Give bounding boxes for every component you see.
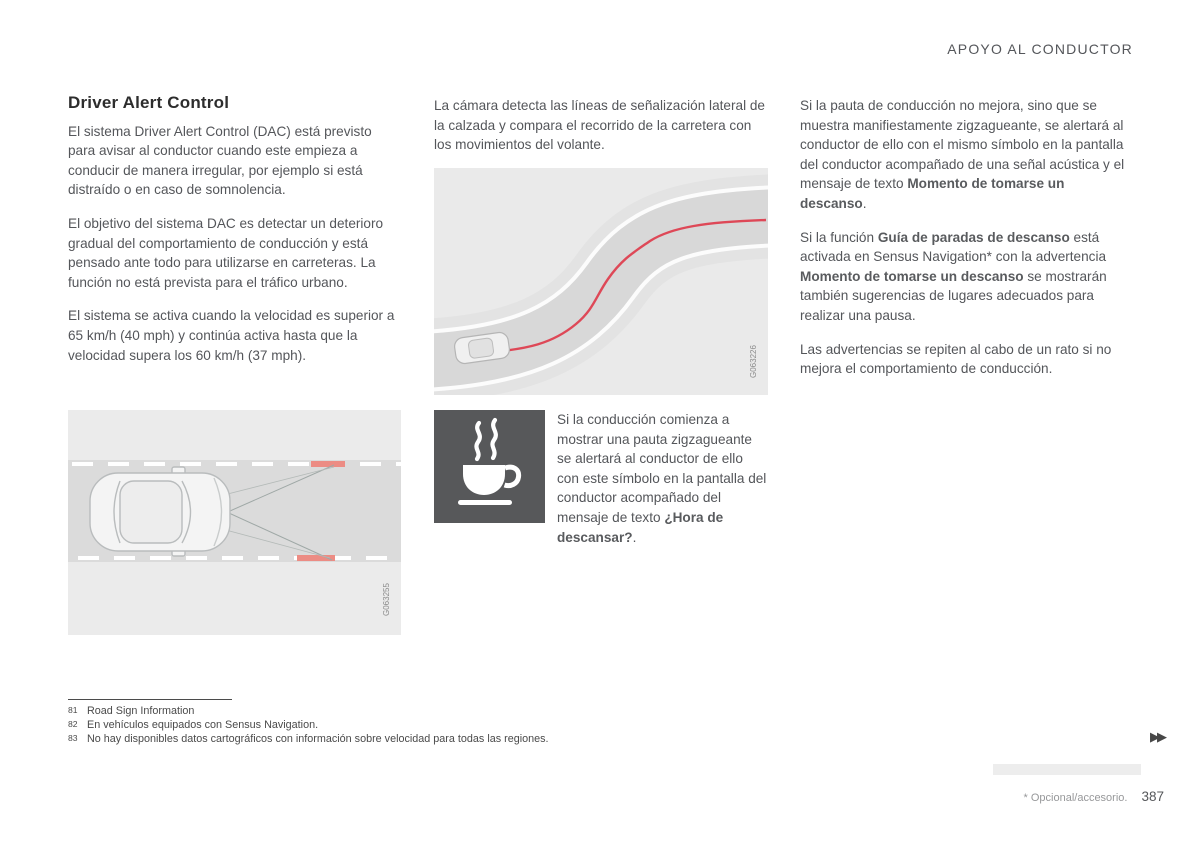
- text-segment: se mostrarán también sugerencias de lugares adecuados para realizar una pausa.: [800, 268, 1107, 323]
- paragraph: El sistema Driver Alert Control (DAC) está previsto para avisar al conductor cuando este empieza a conducir de manera irregular, por ejemplo si está distraído o en caso de somnolencia.: [68, 123, 372, 198]
- paragraph: La cámara detecta las líneas de señalización lateral de la calzada y compara el recorrido de la carretera con los movimientos del volante.: [434, 98, 765, 153]
- text-segment: .: [862, 195, 867, 211]
- message-name: Momento de tomarse un descanso: [800, 176, 1065, 211]
- paragraph: Las advertencias se repiten al cabo de un rato si no mejora el comportamiento de conducción.: [800, 341, 1112, 377]
- page-footer: [1024, 789, 1164, 804]
- footnote-rule: [68, 699, 232, 700]
- message-name: Momento de tomarse un descanso: [800, 268, 1024, 284]
- column-middle: [434, 96, 768, 169]
- text-segment: está activada en Sensus Navigation* con la advertencia: [800, 229, 1107, 265]
- figure-road-curve: [434, 168, 768, 395]
- paragraph: El objetivo del sistema DAC es detectar un deterioro gradual del comportamiento de conducción y está pensado ante todo para utilizarse en carreteras. La función no está prevista para el tráfico urbano.: [68, 215, 384, 290]
- footnote-text: Road Sign Information: [87, 705, 195, 717]
- column-right: [800, 96, 1134, 393]
- page-continues-icon: ▶▶: [1150, 729, 1164, 744]
- car-top-view: [90, 467, 230, 556]
- footnote-82: [68, 718, 628, 732]
- page-header-title: APOYO AL CONDUCTOR: [947, 41, 1133, 57]
- lane-mark-red-top: [311, 461, 345, 467]
- footnote-number: 83: [68, 733, 78, 743]
- rest-warning-block: [434, 410, 768, 547]
- feature-name: Guía de paradas de descanso: [877, 229, 1070, 245]
- footnote-83: [68, 732, 628, 746]
- footnote-number: 81: [68, 705, 78, 715]
- coffee-cup-icon: [434, 410, 545, 523]
- paragraph: El sistema se activa cuando la velocidad es superior a 65 km/h (40 mph) y continúa activa hasta que la velocidad supera los 60 km/h (37 mph).: [68, 308, 395, 363]
- figure1-id-label: G063255: [382, 583, 391, 616]
- lane-detection-illustration: [68, 410, 401, 635]
- text-segment: Si la conducción comienza a mostrar una pauta zigzagueante se alertará al conductor de ello con este símbolo en la pantalla del conductor acompañado del mensaje de texto: [557, 412, 767, 525]
- paragraph: [800, 228, 1134, 326]
- footnote-text: No hay disponibles datos cartográficos con información sobre velocidad para todas las regiones.: [87, 733, 549, 745]
- section-heading: Driver Alert Control: [68, 93, 230, 112]
- text-segment: Si la función: [800, 229, 878, 245]
- footnotes: [68, 699, 628, 746]
- footnote-number: 82: [68, 719, 78, 729]
- text-segment: Si la pauta de conducción no mejora, sino que se muestra manifiestamente zigzagueante, se alertará al conductor de ello con el mismo símbolo en la pantalla del conductor acompañado de una señal acústica y el mensaje de texto: [800, 98, 1125, 192]
- message-name: ¿Hora de descansar?: [557, 509, 724, 545]
- paragraph: [800, 96, 1134, 214]
- text-segment: .: [632, 529, 637, 545]
- rest-warning-text: [557, 410, 768, 547]
- footnote-text: En vehículos equipados con Sensus Navigation.: [87, 719, 319, 731]
- road-curve-illustration: [434, 168, 768, 395]
- figure-lane-detection: [68, 410, 401, 635]
- column-left: [68, 93, 402, 379]
- footer-decorative-bar: [993, 764, 1141, 775]
- figure2-id-label: G063226: [749, 345, 758, 378]
- page-number: 387: [1141, 789, 1164, 804]
- footnote-81: [68, 704, 628, 718]
- optional-accessory-note: * Opcional/accesorio.: [1023, 792, 1128, 804]
